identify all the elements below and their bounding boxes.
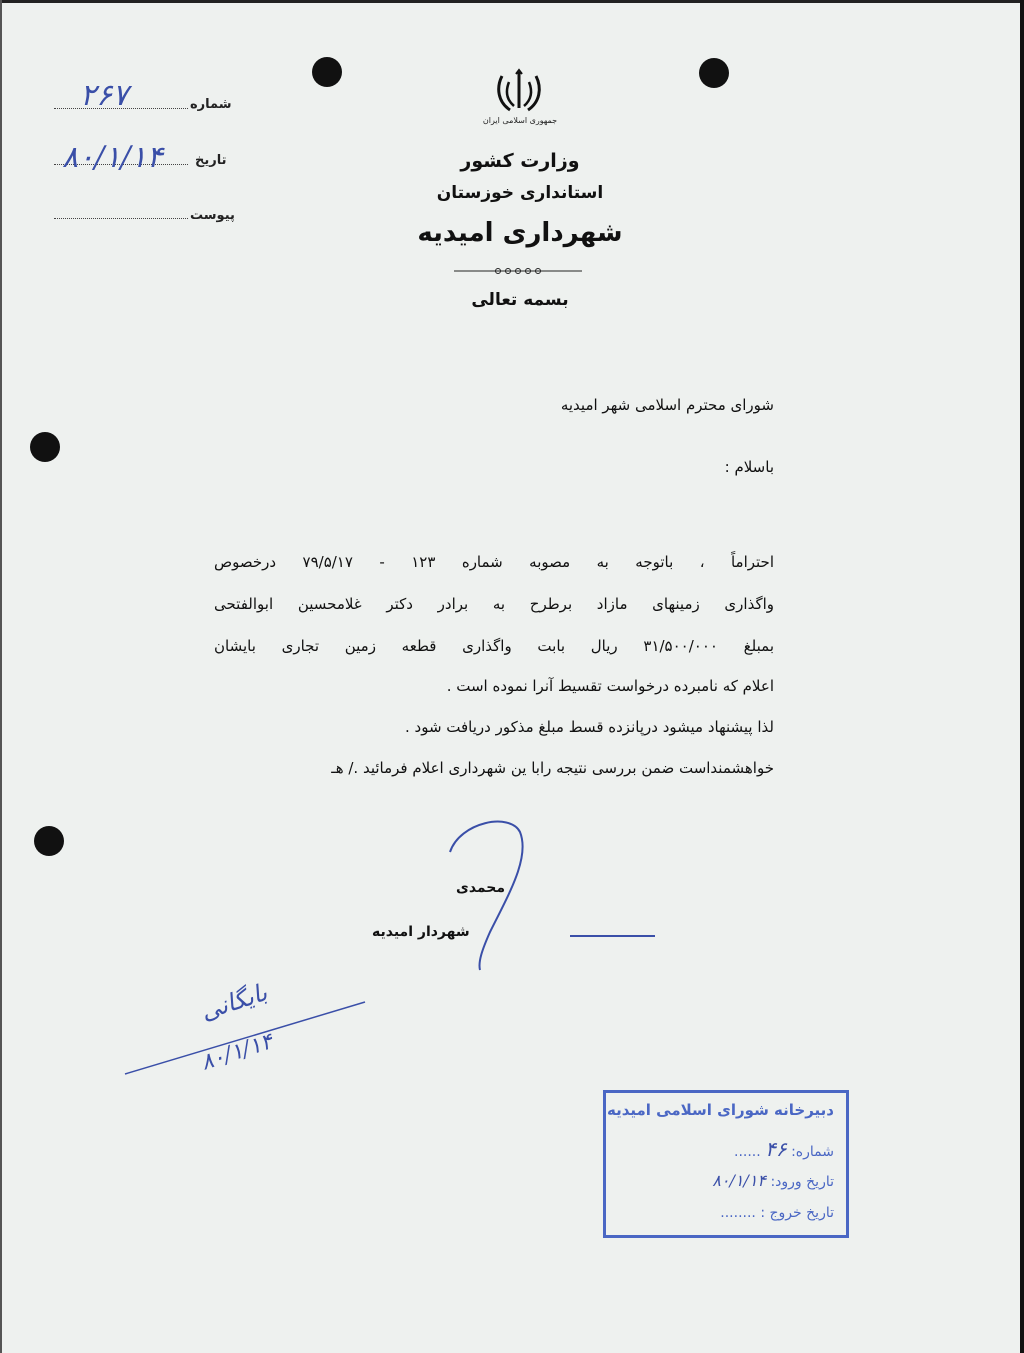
stamp-entry-label: تاریخ ورود: — [770, 1174, 834, 1190]
handwritten-archive-word: بایگانی — [197, 978, 271, 1026]
stamp-entry-row — [712, 1171, 834, 1190]
stamp-entry-value: ۸۰/۱/۱۴ — [712, 1171, 766, 1190]
attachment-label: پیوست — [190, 208, 235, 223]
scan-edge-top — [0, 0, 1024, 3]
stamp-title: دبیرخانه شورای اسلامی امیدیه — [607, 1101, 834, 1119]
emblem-caption: جمهوری اسلامی ایران — [482, 116, 558, 125]
stamp-number-value: ۴۶ — [765, 1137, 787, 1161]
signer-name: محمدی — [456, 880, 506, 896]
scan-edge-right — [1020, 0, 1024, 1353]
stamp-exit-label: تاریخ خروج : — [760, 1205, 834, 1221]
attachment-field-line — [54, 218, 188, 219]
handwritten-archive-date: ۸۰/۱/۱۴ — [197, 1029, 276, 1076]
punch-hole — [34, 826, 64, 856]
greeting: باسلام : — [724, 458, 774, 476]
signer-title: شهردار امیدیه — [372, 924, 470, 940]
punch-hole — [699, 58, 729, 88]
punch-hole — [30, 432, 60, 462]
body-line: لذا پیشنهاد میشود درپانزده قسط مبلغ مذکور دریافت شود . — [404, 718, 774, 736]
stamp-number-label: شماره: — [791, 1144, 834, 1160]
date-label: تاریخ — [195, 153, 227, 168]
body-line: واگذاری زمینهای مازاد برطرح به برادر دکتر غلامحسین ابوالفتحی — [214, 595, 774, 613]
stamp-number-row: شماره: ۴۶ ...... — [734, 1137, 834, 1161]
number-label: شماره — [190, 97, 232, 112]
ministry-title: وزارت کشور — [460, 150, 580, 172]
body-line: اعلام که نامبرده درخواست تقسیط آنرا نموده است . — [446, 677, 774, 695]
addressee: شورای محترم اسلامی شهر امیدیه — [560, 396, 774, 414]
body-line: احتراماً ، باتوجه به مصوبه شماره ۱۲۳ - ۷۹/۵/۱۷ درخصوص — [214, 553, 774, 571]
date-value: ۸۰/۱/۱۴ — [62, 140, 163, 175]
punch-hole — [312, 57, 342, 87]
invocation: بسمه تعالی — [471, 290, 569, 310]
number-value: ۲۶۷ — [80, 78, 129, 113]
iran-emblem-icon — [494, 68, 544, 116]
municipality-title: شهرداری امیدیه — [417, 218, 623, 248]
governorate-title: استانداری خوزستان — [436, 183, 604, 203]
scan-edge-left — [0, 0, 2, 1353]
ornament-divider — [454, 268, 582, 274]
stamp-exit-value: ........ — [720, 1205, 756, 1221]
receipt-stamp — [603, 1090, 849, 1238]
stamp-exit-row — [720, 1205, 834, 1221]
body-line: خواهشمنداست ضمن بررسی نتیجه رابا ین شهرداری اعلام فرمائید ./ هـ — [331, 759, 774, 777]
body-line: بمبلغ ۳۱/۵۰۰/۰۰۰ ریال بابت واگذاری قطعه زمین تجاری بایشان — [214, 637, 774, 655]
